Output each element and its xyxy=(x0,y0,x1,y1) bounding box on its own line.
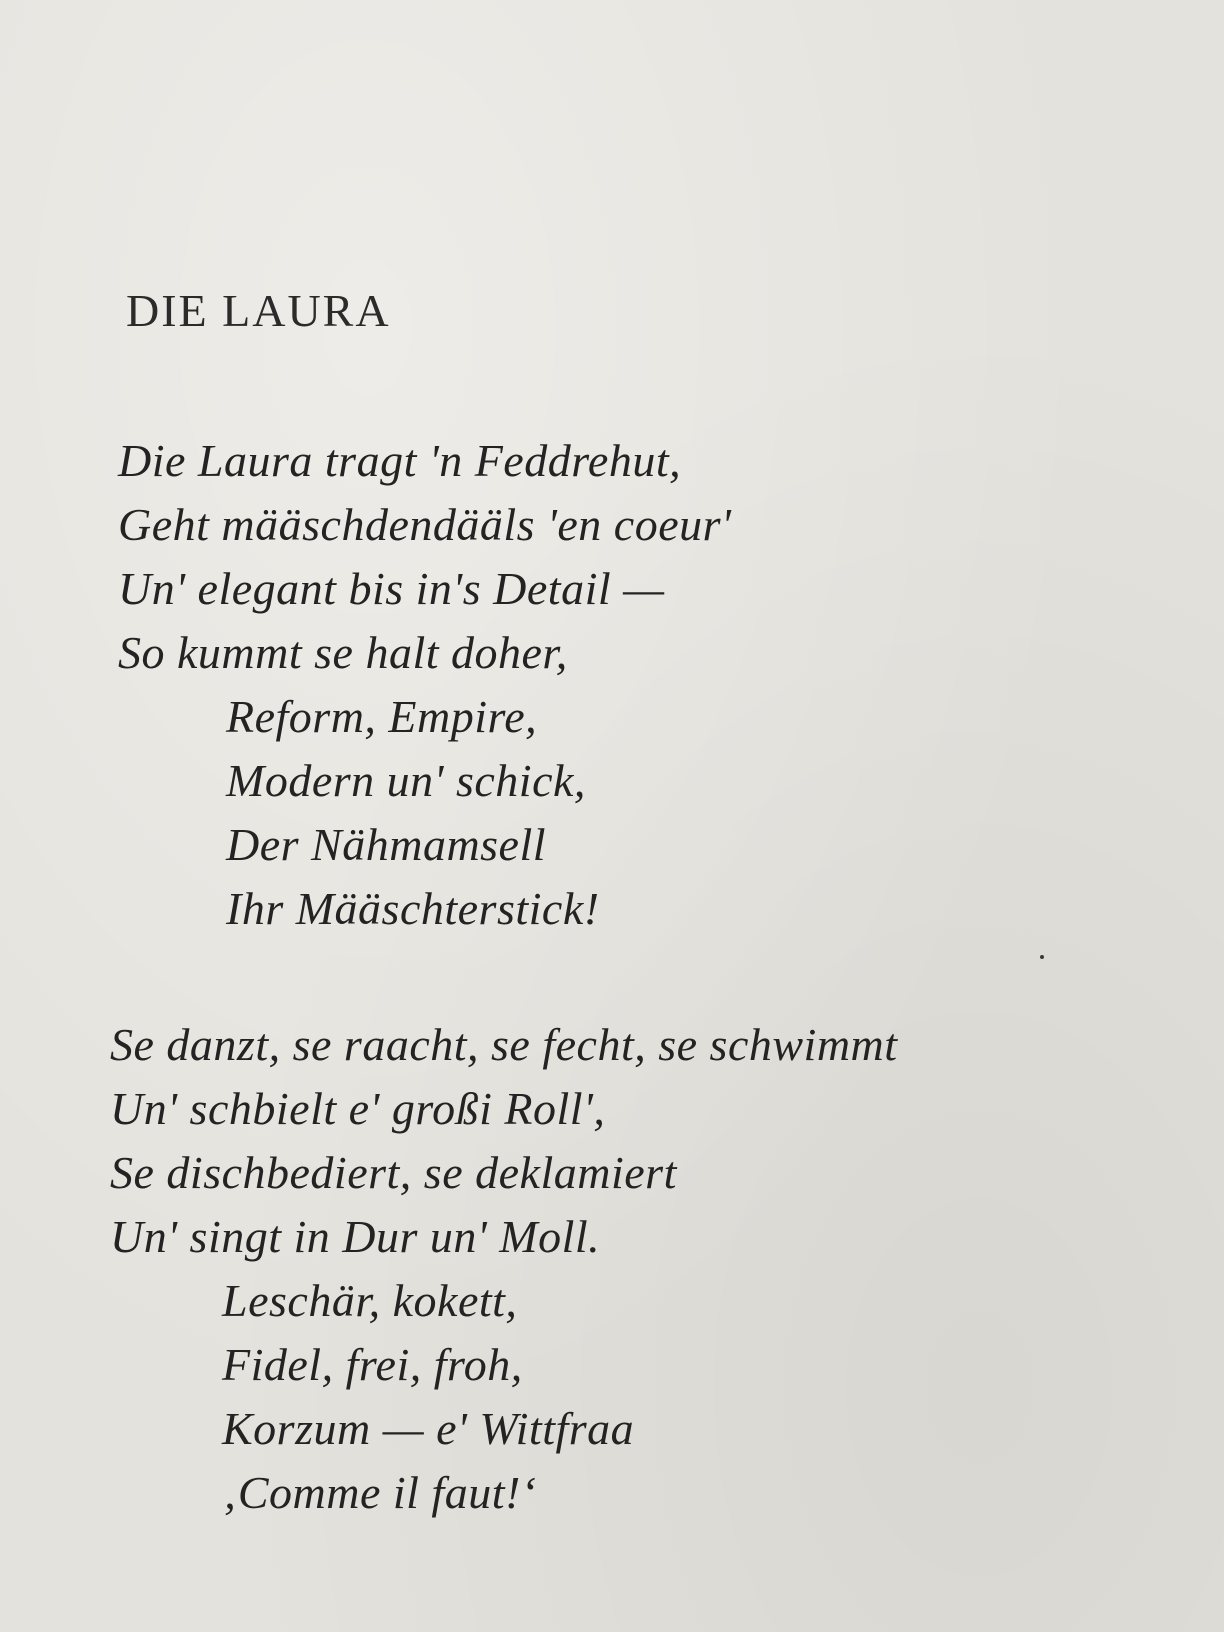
verse-line: Korzum — e' Wittfraa xyxy=(222,1403,635,1454)
verse-line: Die Laura tragt 'n Feddrehut, xyxy=(118,435,682,486)
verse-line: Ihr Määschterstick! xyxy=(226,883,600,934)
verse-line: Reform, Empire, xyxy=(226,691,538,742)
verse-line: Se danzt, se raacht, se fecht, se schwimmt xyxy=(110,1019,898,1070)
verse-line: Un' elegant bis in's Detail — xyxy=(118,563,665,614)
verse-line: ‚Comme il faut!‘ xyxy=(222,1467,537,1518)
verse-line: Un' singt in Dur un' Moll. xyxy=(110,1211,601,1262)
poem-title: DIE LAURA xyxy=(126,285,391,336)
verse-line: So kummt se halt doher, xyxy=(118,627,568,678)
verse-line: Leschär, kokett, xyxy=(222,1275,518,1326)
paper-speck xyxy=(1040,955,1044,959)
verse-line: Fidel, frei, froh, xyxy=(222,1339,523,1390)
verse-line: Geht määschdendääls 'en coeur' xyxy=(118,499,732,550)
verse-line: Modern un' schick, xyxy=(226,755,586,806)
verse-line: Un' schbielt e' großi Roll', xyxy=(110,1083,606,1134)
verse-line: Se dischbediert, se deklamiert xyxy=(110,1147,677,1198)
verse-line: Der Nähmamsell xyxy=(226,819,547,870)
